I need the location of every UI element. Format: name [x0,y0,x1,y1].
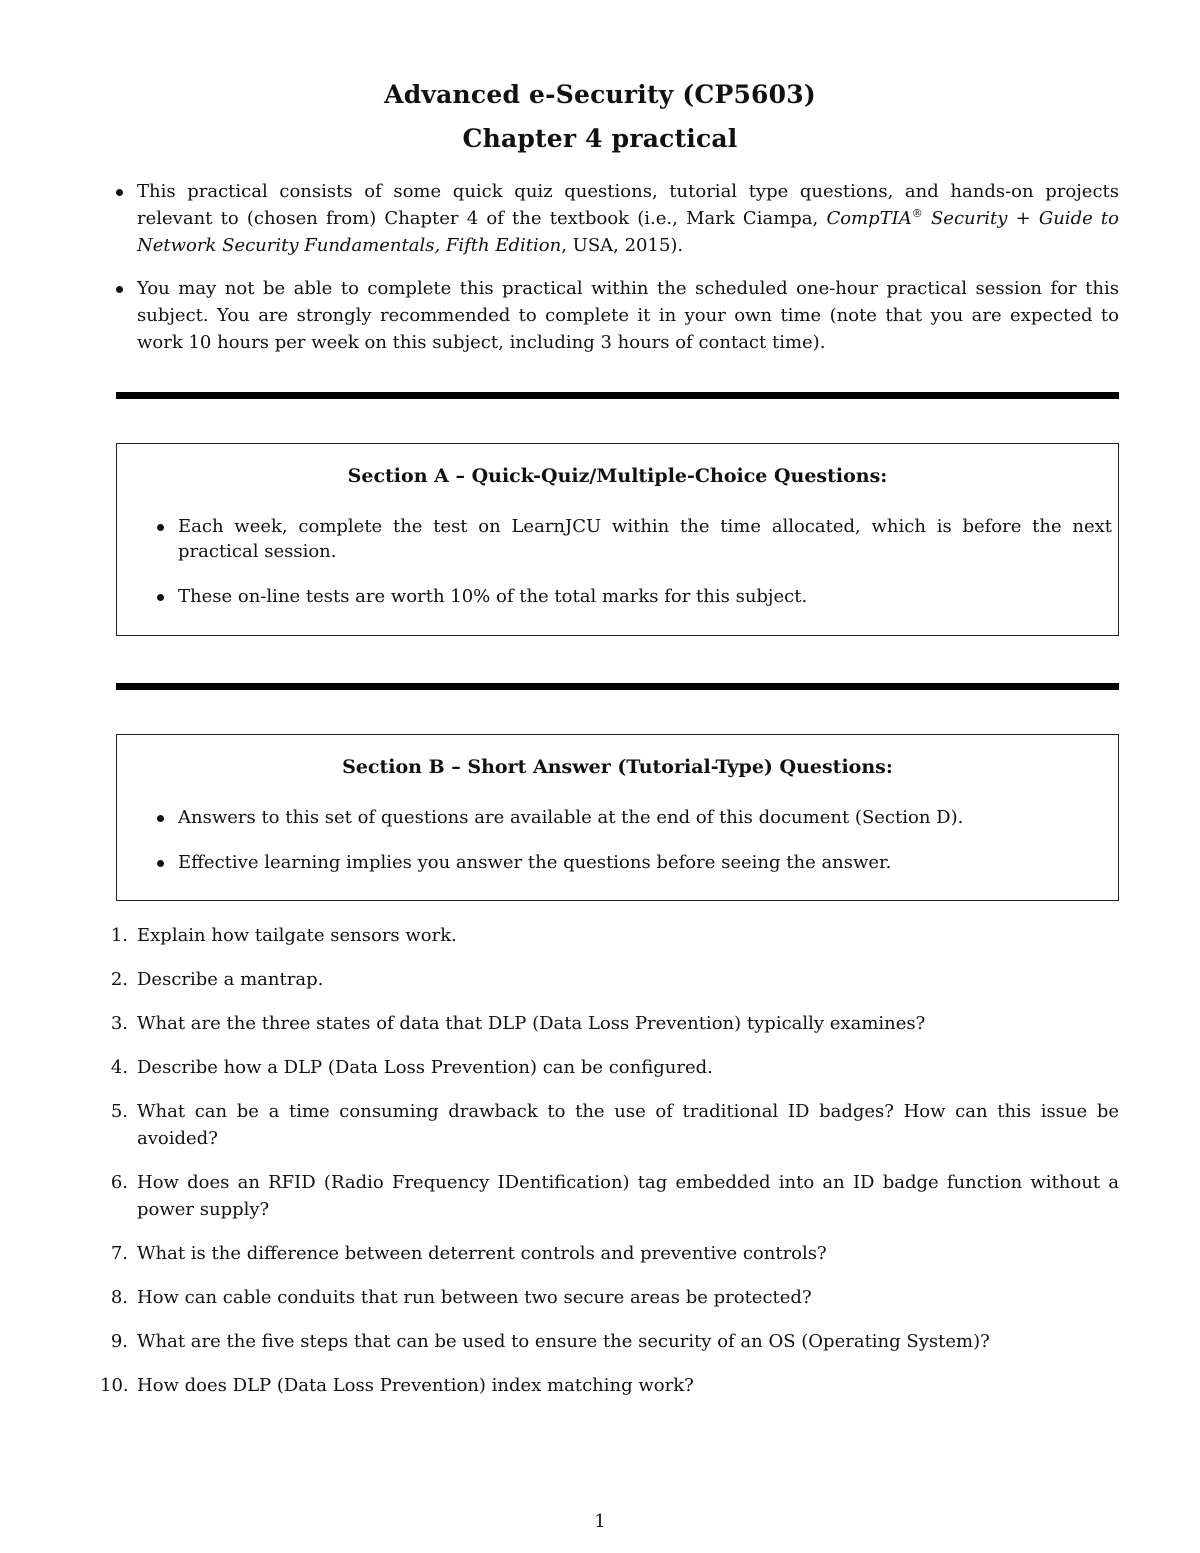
question-number: 9. [110,1331,128,1352]
intro-list [116,178,1119,372]
question-item [100,1054,1119,1081]
question-item [100,1240,1119,1267]
question-number: 5. [110,1101,128,1122]
intro-item [116,275,1119,356]
section-b-title: Section B – Short Answer (Tutorial-Type) Questions: [342,756,893,778]
question-number: 2. [110,969,128,990]
document-title: Advanced e-Security (CP5603) [384,80,816,109]
list-item [157,850,1112,875]
question-item [100,1010,1119,1037]
question-text: What is the difference between deterrent controls and preventive controls? [137,1243,827,1264]
list-item-text: These on-line tests are worth 10% of the total marks for this subject. [178,586,808,607]
bullet-icon [157,524,164,531]
page-number: 1 [594,1511,606,1532]
bullet-icon [116,189,123,196]
question-number: 3. [110,1013,128,1034]
section-a-list [157,514,1112,629]
question-text: How can cable conduits that run between two secure areas be protected? [137,1287,812,1308]
section-a-title: Section A – Quick-Quiz/Multiple-Choice Questions: [347,465,888,487]
intro-item-text-end: , USA, 2015). [561,235,684,256]
question-text: Explain how tailgate sensors work. [137,925,457,946]
list-item-text: Answers to this set of questions are available at the end of this document (Section D). [178,807,964,828]
question-text: How does DLP (Data Loss Prevention) index matching work? [137,1375,694,1396]
question-item [100,1169,1119,1223]
list-item-text: Each week, complete the test on LearnJCU within the time allocated, which is before the next practical session. [178,516,1112,562]
section-b-list [157,805,1112,895]
section-divider [116,683,1119,690]
question-item [100,1328,1119,1355]
intro-item-text: You may not be able to complete this practical within the scheduled one-hour practical session for this subject. You are strongly recommended to complete it in your own time (note that you are expected to work 10 hours per week on this subject, including 3 hours of contact time). [137,278,1119,353]
section-divider [116,392,1119,399]
question-text: Describe a mantrap. [137,969,324,990]
bullet-icon [157,815,164,822]
list-item [157,584,1112,609]
registered-mark: ® [911,207,923,220]
question-item [100,966,1119,993]
question-number: 6. [110,1172,128,1193]
question-item [100,1372,1119,1399]
question-text: How does an RFID (Radio Frequency IDentification) tag embedded into an ID badge function without a power supply? [137,1172,1119,1220]
question-number: 10. [100,1375,129,1396]
intro-item [116,178,1119,259]
question-item [100,922,1119,949]
book-title-part-a: CompTIA [826,208,912,229]
section-b-box [116,734,1119,901]
question-item [100,1098,1119,1152]
bullet-icon [157,860,164,867]
list-item [157,805,1112,830]
document-subtitle: Chapter 4 practical [462,124,738,153]
section-a-box [116,443,1119,636]
list-item-text: Effective learning implies you answer the questions before seeing the answer. [178,852,892,873]
question-text: What are the five steps that can be used to ensure the security of an OS (Operating System)? [137,1331,990,1352]
question-text: What are the three states of data that DLP (Data Loss Prevention) typically examines? [137,1013,926,1034]
question-text: What can be a time consuming drawback to the use of traditional ID badges? How can this issue be avoided? [137,1101,1119,1149]
book-title-part-b: Security + Guide to Network Security Fundamentals, Fifth Edition [137,208,1119,256]
question-number: 4. [110,1057,128,1078]
bullet-icon [116,286,123,293]
intro-item-text: This practical consists of some quick quiz questions, tutorial type questions, and hands-on projects relevant to (chosen from) Chapter 4 of the textbook (i.e., Mark Ciampa, [137,181,1119,229]
question-number: 1. [110,925,128,946]
questions-list [100,922,1119,1416]
question-item [100,1284,1119,1311]
bullet-icon [157,594,164,601]
list-item [157,514,1112,564]
question-number: 7. [110,1243,128,1264]
question-number: 8. [110,1287,128,1308]
question-text: Describe how a DLP (Data Loss Prevention) can be configured. [137,1057,713,1078]
